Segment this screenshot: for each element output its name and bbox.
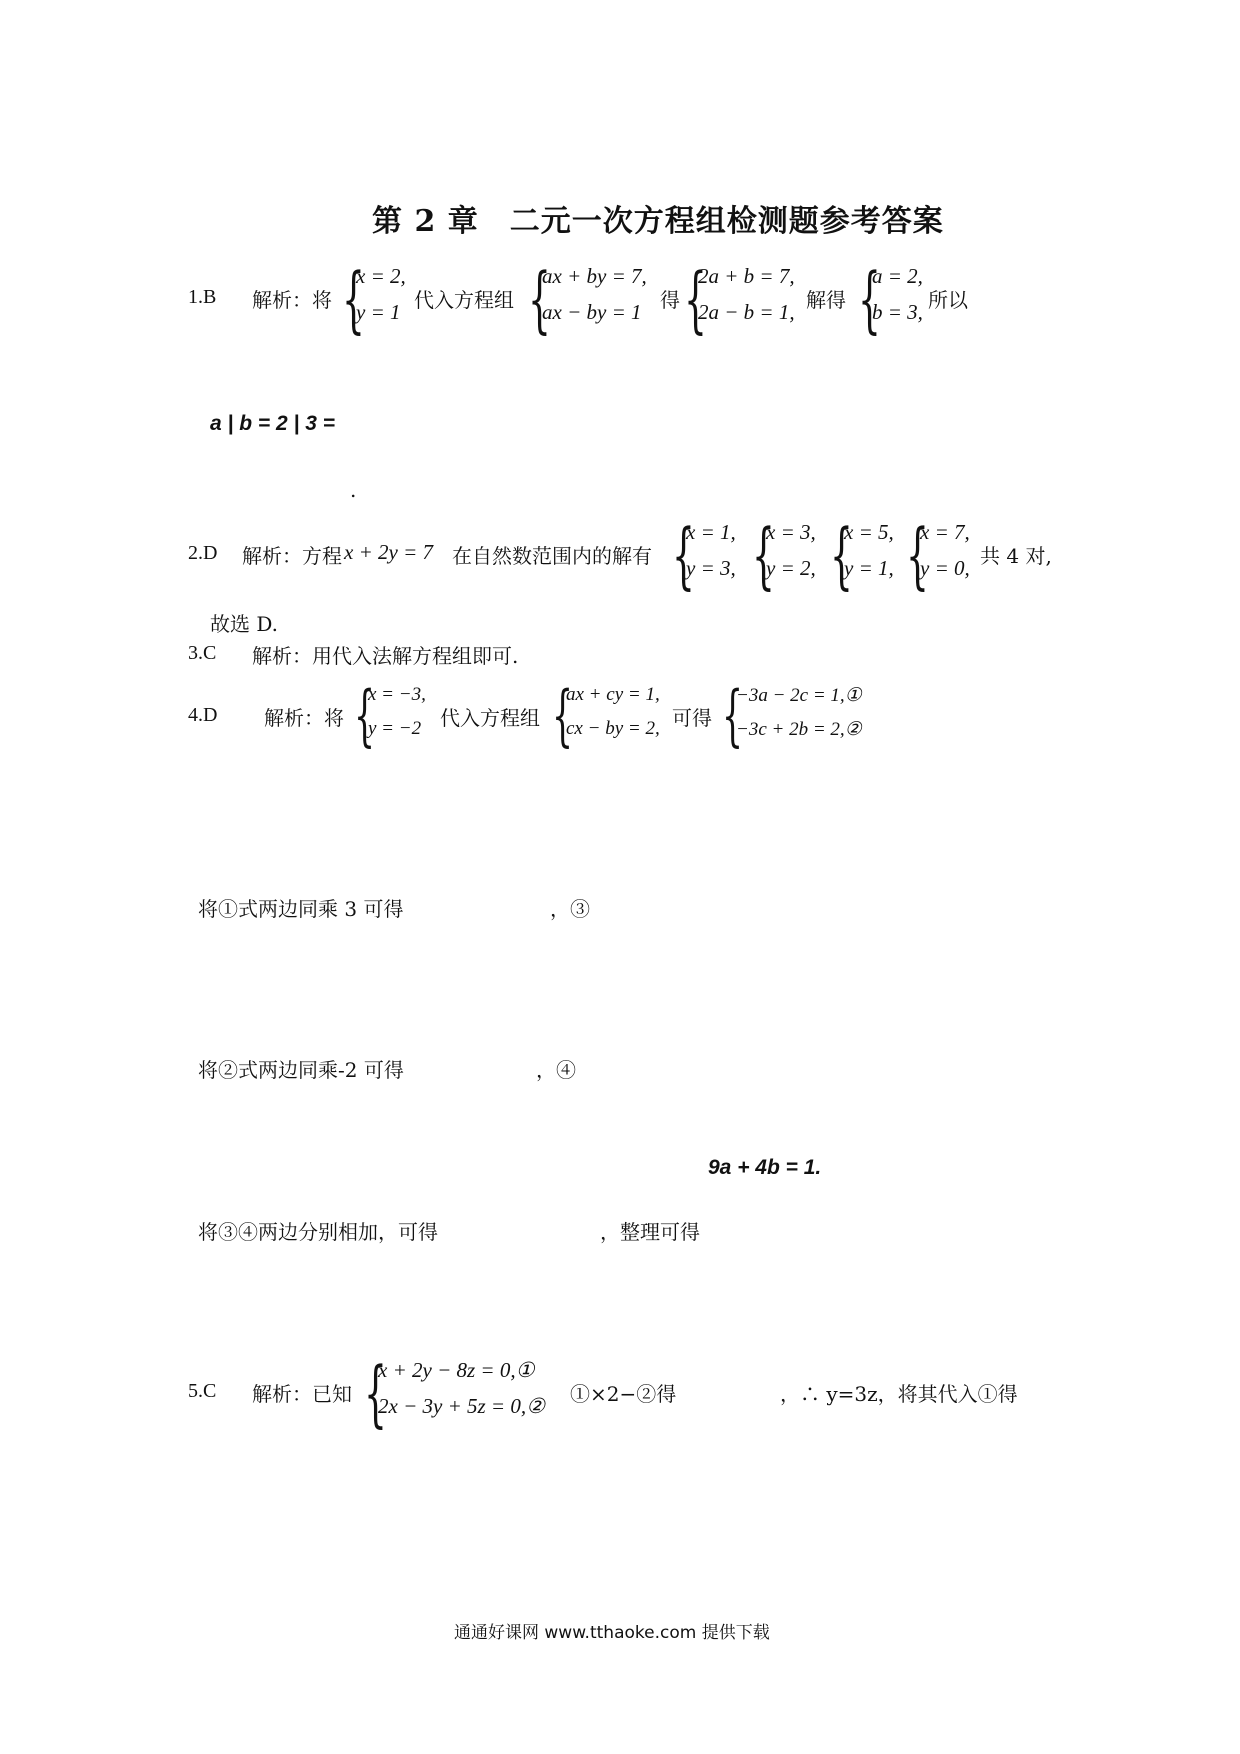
q1-formula: a | b = 2 | 3 = <box>210 412 335 435</box>
q4-system-2-row2: cx − by = 2, <box>566 718 660 739</box>
q4-step-2: 将②式两边同乘-2 可得 <box>198 1058 404 1082</box>
q2-label: 2.D <box>188 542 218 564</box>
q1-system-4-row2: b = 3, <box>872 300 923 324</box>
q3-label: 3.C <box>188 642 217 664</box>
q5-analysis: 解析：已知 <box>252 1382 352 1406</box>
q2-solution-2: { x = 3, y = 2, <box>752 513 816 597</box>
q1-system-2-row1: ax + by = 7, <box>542 264 647 288</box>
q1-text-substitute: 代入方程组 <box>414 288 514 312</box>
q4-system-3-row1: −3a − 2c = 1,① <box>736 685 862 706</box>
q2-text-count: 共 4 对, <box>980 544 1052 568</box>
q2-solution-4-row1: x = 7, <box>920 520 970 544</box>
q4-system-1-row1: x = −3, <box>368 684 426 705</box>
q1-system-2: { ax + by = 7, ax − by = 1 <box>528 257 647 341</box>
q2-solution-1-row2: y = 3, <box>686 556 736 580</box>
q2-analysis: 解析：方程 <box>242 544 342 568</box>
q4-text-substitute: 代入方程组 <box>440 706 540 730</box>
q5-text-multiply: ①×2−②得 <box>570 1382 677 1406</box>
q1-system-3: { 2a + b = 7, 2a − b = 1, <box>684 257 795 341</box>
q1-system-1-row2: y = 1 <box>356 300 401 324</box>
q4-system-3-row2: −3c + 2b = 2,② <box>736 719 862 740</box>
q4-step-3: 将③④两边分别相加，可得 <box>198 1220 438 1244</box>
q2-solution-3-row1: x = 5, <box>844 520 894 544</box>
q2-solution-2-row1: x = 3, <box>766 520 816 544</box>
q5-system-row2: 2x − 3y + 5z = 0,② <box>378 1394 545 1418</box>
q1-system-3-row2: 2a − b = 1, <box>698 300 795 324</box>
q2-equation: x + 2y = 7 <box>344 540 433 564</box>
q3-analysis: 解析：用代入法解方程组即可. <box>252 644 519 668</box>
page-title: 第 2 章 二元一次方程组检测题参考答案 <box>372 204 944 239</box>
q4-system-1-row2: y = −2 <box>368 718 422 739</box>
q1-system-3-row1: 2a + b = 7, <box>698 264 795 288</box>
q4-text-get: 可得 <box>672 706 712 730</box>
q1-system-4: { a = 2, b = 3, <box>858 257 923 341</box>
q4-label: 4.D <box>188 704 218 726</box>
q4-mark-4: ，④ <box>536 1058 576 1082</box>
q4-step-1: 将①式两边同乘 3 可得 <box>198 897 404 921</box>
q1-text-get: 得 <box>660 288 680 312</box>
q1-analysis: 解析：将 <box>252 288 332 312</box>
q2-solution-4: { x = 7, y = 0, <box>906 513 970 597</box>
q5-system: { x + 2y − 8z = 0,① 2x − 3y + 5z = 0,② <box>364 1351 545 1435</box>
q4-step-3-tail: ，整理可得 <box>600 1220 700 1244</box>
q1-system-1: { x = 2, y = 1 <box>342 257 406 341</box>
q1-system-1-row1: x = 2, <box>356 264 406 288</box>
q4-result: 9a + 4b = 1. <box>708 1156 822 1179</box>
q4-analysis: 解析：将 <box>264 706 344 730</box>
q2-conclusion: 故选 D. <box>210 612 279 636</box>
q4-system-3: { −3a − 2c = 1,① −3c + 2b = 2,② <box>722 677 862 754</box>
q2-solution-4-row2: y = 0, <box>920 556 970 580</box>
q4-system-2: { ax + cy = 1, cx − by = 2, <box>552 677 660 754</box>
q1-text-solve: 解得 <box>806 288 846 312</box>
q2-solution-2-row2: y = 2, <box>766 556 816 580</box>
q4-mark-3: ，③ <box>550 897 590 921</box>
q5-label: 5.C <box>188 1380 217 1402</box>
q2-solution-1: { x = 1, y = 3, <box>672 513 736 597</box>
q1-label: 1.B <box>188 286 217 308</box>
q2-solution-3: { x = 5, y = 1, <box>830 513 894 597</box>
q2-solution-1-row1: x = 1, <box>686 520 736 544</box>
page-footer: 通通好课网 www.tthaoke.com 提供下载 <box>454 1623 770 1643</box>
q1-system-4-row1: a = 2, <box>872 264 923 288</box>
q4-system-2-row1: ax + cy = 1, <box>566 684 660 705</box>
q1-text-so: 所以 <box>928 288 968 312</box>
q5-text-therefore: ，∴ y=3z，将其代入①得 <box>780 1382 1018 1406</box>
q2-solution-3-row2: y = 1, <box>844 556 894 580</box>
q1-system-2-row2: ax − by = 1 <box>542 300 642 324</box>
q5-system-row1: x + 2y − 8z = 0,① <box>378 1358 535 1382</box>
q2-text-natural: 在自然数范围内的解有 <box>452 544 652 568</box>
q4-system-1: { x = −3, y = −2 <box>354 677 426 754</box>
q1-dot: . <box>350 478 357 502</box>
